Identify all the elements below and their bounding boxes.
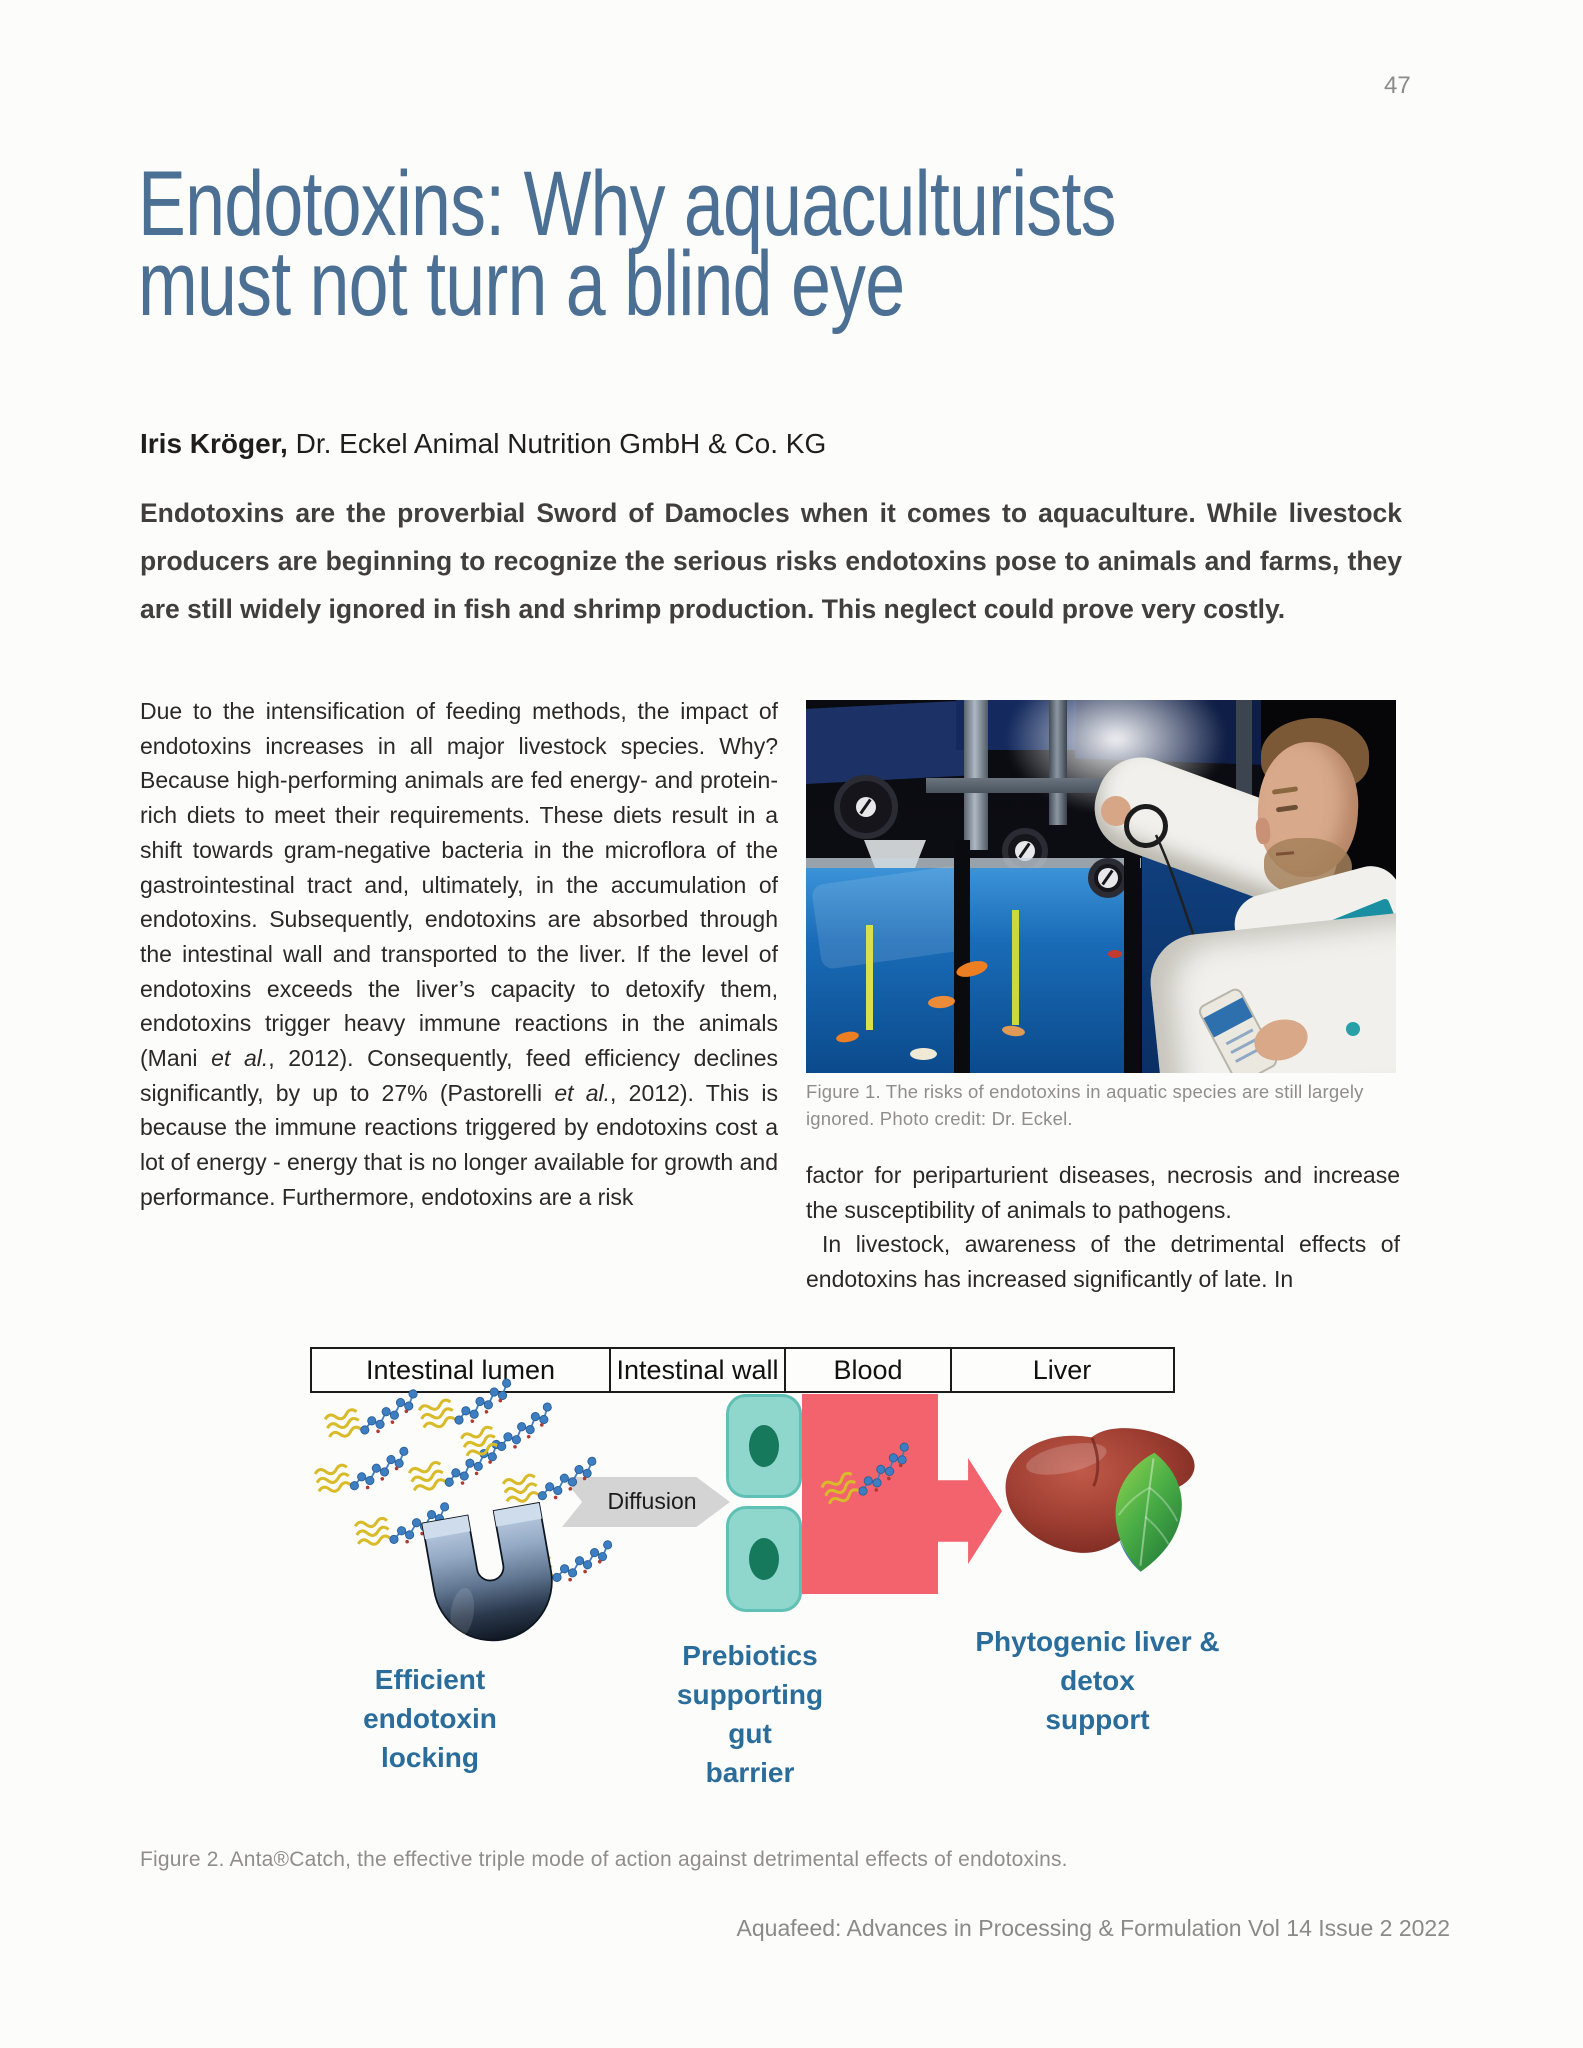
column-header-liver: Liver: [950, 1347, 1175, 1393]
label-line: detox: [1060, 1665, 1135, 1696]
intestinal-wall-cell: [726, 1506, 802, 1612]
blood-to-liver-arrow-icon: [938, 1458, 1002, 1564]
citation-italic: et al.: [211, 1045, 269, 1072]
author-affiliation: Dr. Eckel Animal Nutrition GmbH & Co. KG: [287, 428, 827, 459]
endotoxin-molecule-icon: [308, 1438, 417, 1510]
label-line: locking: [380, 1742, 479, 1773]
body-text: In livestock, awareness of the detrimental effects of endotoxins has increased significantly of late. In: [806, 1231, 1400, 1293]
standfirst: Endotoxins are the proverbial Sword of Damocles when it comes to aquaculture. While livestock producers are beginning to recognize the serious risks endotoxins pose to animals and farms, they are still widely ignored in fish and shrimp production. This neglect could prove very costly.: [140, 498, 1402, 624]
column-header-blood: Blood: [784, 1347, 952, 1393]
label-efficient-endotoxin-locking: [330, 1660, 530, 1777]
label-line: Efficient: [374, 1664, 486, 1695]
body-text: , 2012). Consequently, feed efficiency declines significantly, by up to 27% (Pastorelli: [140, 1045, 778, 1106]
label-line: gut: [728, 1718, 772, 1749]
leaf-icon: [1084, 1441, 1209, 1583]
label-line: endotoxin: [363, 1703, 497, 1734]
figure1-caption: Figure 1. The risks of endotoxins in aquatic species are still largely ignored. Photo credit: Dr. Eckel.: [806, 1081, 1364, 1129]
label-line: supporting: [676, 1679, 824, 1710]
page-number: 47: [1384, 72, 1411, 99]
body-column-left: [140, 694, 778, 1215]
figure1-photo: [806, 700, 1396, 1073]
figure2-column-header-table: [310, 1347, 1182, 1393]
intestinal-wall-cell: [726, 1394, 802, 1498]
article-title-line1: Endotoxins: Why aquaculturists: [138, 153, 1116, 255]
body-text: , 2012). This is because the immune reactions triggered by endotoxins cost a lot of energy - energy that is no longer available for growth and performance. Furthermore, endotoxins are a risk: [140, 1079, 778, 1210]
body-text: factor for periparturient diseases, necrosis and increase the susceptibility of animals to pathogens.: [806, 1162, 1400, 1223]
byline: [140, 428, 826, 460]
label-prebiotics-gut-barrier: [650, 1636, 850, 1792]
label-phytogenic-liver-detox: [965, 1622, 1230, 1739]
author-name: Iris Kröger,: [140, 428, 288, 459]
cell-nucleus: [749, 1425, 779, 1467]
journal-footer: Aquafeed: Advances in Processing & Formulation Vol 14 Issue 2 2022: [736, 1915, 1450, 1941]
dr-eckel-logo: [1346, 1022, 1360, 1036]
body-column-right: [806, 1158, 1400, 1297]
article-title-line2: must not turn a blind eye: [138, 233, 905, 335]
label-line: support: [1045, 1704, 1150, 1735]
magnet-icon: [402, 1493, 587, 1686]
cell-nucleus: [749, 1538, 779, 1580]
label-line: Phytogenic liver &: [975, 1626, 1220, 1657]
figure2-caption: Figure 2. Anta®Catch, the effective triple mode of action against detrimental effects of endotoxins.: [140, 1848, 1068, 1871]
label-line: barrier: [705, 1757, 795, 1788]
label-line: Prebiotics: [682, 1640, 818, 1671]
column-header-intestinal-lumen: Intestinal lumen: [310, 1347, 611, 1393]
column-header-intestinal-wall: Intestinal wall: [609, 1347, 787, 1393]
body-text: Due to the intensification of feeding methods, the impact of endotoxins increases in all major livestock species. Why? Because high-performing animals are fed energy- and protein-rich diets to meet their requirements. These diets result in a shift towards gram-negative bacteria in the microflora of the gastrointestinal tract and, ultimately, in the accumulation of endotoxins. Subsequently, endotoxins are absorbed through the intestinal wall and transported to the liver. If the level of endotoxins exceeds the liver’s capacity to detoxify them, endotoxins trigger heavy immune reactions in the animals (Mani: [140, 698, 778, 1072]
diffusion-label: Diffusion: [607, 1488, 697, 1514]
citation-italic: et al.: [554, 1079, 611, 1106]
